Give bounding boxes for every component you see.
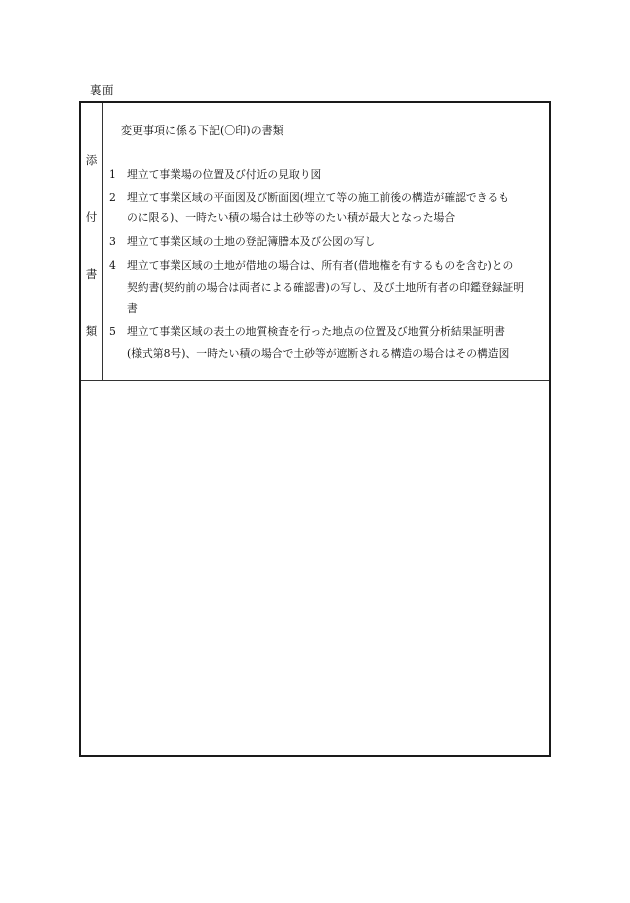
item-text: 埋立て事業区域の平面図及び断面図(埋立て等の施工前後の構造が確認できるも (127, 191, 510, 204)
side-label-char: 書 (85, 267, 98, 281)
side-label-char: 添 (85, 153, 98, 167)
document-item-4-continued (109, 280, 524, 296)
item-text: (様式第8号)、一時たい積の場合で土砂等が遮断される構造の場合はその構造図 (127, 347, 510, 360)
form-table (79, 101, 551, 757)
item-text: 書 (127, 302, 138, 315)
side-label-char: 付 (85, 210, 98, 224)
attachments-heading: 変更事項に係る下記(〇印)の書類 (121, 124, 284, 137)
item-number: 3 (109, 235, 116, 248)
document-item-3 (109, 234, 375, 250)
item-text: のに限る)、一時たい積の場合は土砂等のたい積が最大となった場合 (127, 211, 456, 224)
document-item-4 (109, 258, 513, 274)
item-number: 1 (109, 168, 116, 181)
item-text: 埋立て事業区域の表土の地質検査を行った地点の位置及び地質分析結果証明書 (127, 325, 505, 338)
item-number: 4 (109, 259, 116, 272)
document-item-5-continued (109, 346, 509, 362)
document-item-1 (109, 167, 321, 183)
side-label-char: 類 (85, 324, 98, 338)
attachments-section (81, 103, 549, 381)
document-item-4-continued (109, 301, 138, 317)
item-number: 5 (109, 325, 116, 338)
document-item-5 (109, 324, 505, 340)
item-text: 契約書(契約前の場合は両者による確認書)の写し、及び土地所有者の印鑑登録証明 (127, 281, 525, 294)
document-item-2-continued (109, 210, 455, 226)
page-label: 裏面 (90, 83, 114, 97)
item-number: 2 (109, 191, 116, 204)
attachments-body (103, 103, 549, 380)
item-text: 埋立て事業区域の土地が借地の場合は、所有者(借地権を有するものを含む)との (127, 259, 514, 272)
blank-lower-section (81, 381, 549, 755)
document-item-2 (109, 190, 509, 206)
attachments-side-label (81, 103, 103, 380)
item-text: 埋立て事業区域の土地の登記簿謄本及び公図の写し (127, 235, 376, 248)
item-text: 埋立て事業場の位置及び付近の見取り図 (127, 168, 322, 181)
